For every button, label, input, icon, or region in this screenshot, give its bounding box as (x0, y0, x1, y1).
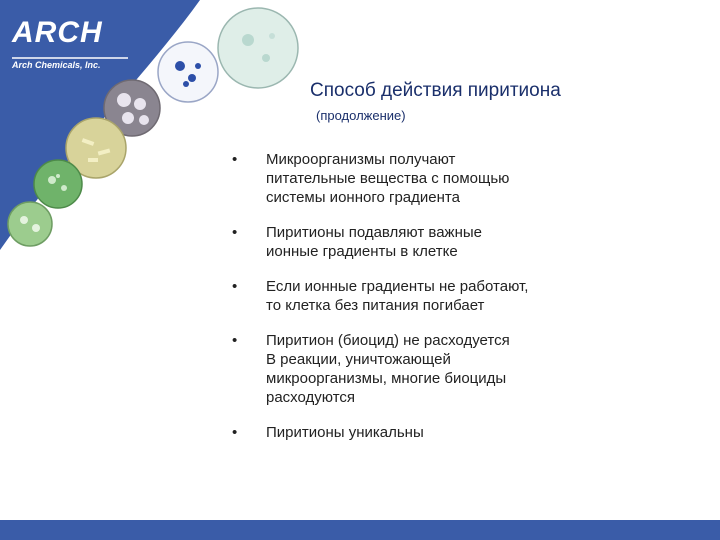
bullet-item (232, 423, 672, 442)
bullet-line: системы ионного градиента (266, 189, 460, 206)
bullet-dot: • (232, 424, 238, 441)
bullet-line: Если ионные градиенты не работают, (266, 278, 529, 295)
bullet-dot: • (232, 332, 238, 349)
microbe-dish-6 (8, 202, 52, 246)
bullet-dot: • (232, 151, 238, 168)
bullet-line: питательные вещества с помощью (266, 170, 510, 187)
microbe-dish-1 (218, 8, 298, 88)
slide-subtitle: (продолжение) (316, 108, 406, 123)
logo-mark: ARCH (12, 16, 103, 49)
bullet-line: ионные градиенты в клетке (266, 243, 458, 260)
microbe-dish-5 (34, 160, 82, 208)
microbe-dish-2 (158, 42, 218, 102)
bullet-line: В реакции, уничтожающей (266, 351, 451, 368)
bullet-line: Пиритионы подавляют важные (266, 224, 482, 241)
bullet-item (232, 331, 672, 407)
bullet-list (232, 150, 672, 458)
bullet-line: расходуются (266, 389, 356, 406)
bullet-line: Пиритион (биоцид) не расходуется (266, 332, 510, 349)
bullet-line: микроорганизмы, многие биоциды (266, 370, 507, 387)
bullet-item (232, 150, 672, 207)
bullet-line: то клетка без питания погибает (266, 297, 485, 314)
bullet-dot: • (232, 224, 238, 241)
bullet-line: Пиритионы уникальны (266, 424, 424, 441)
slide-title: Способ действия пиритиона (310, 80, 561, 101)
bullet-dot: • (232, 278, 238, 295)
bullet-item (232, 223, 672, 261)
arch-logo (12, 16, 132, 76)
bullet-line: Микроорганизмы получают (266, 151, 456, 168)
bullet-item (232, 277, 672, 315)
bottom-bar (0, 520, 720, 540)
logo-company-name: Arch Chemicals, Inc. (12, 60, 101, 70)
